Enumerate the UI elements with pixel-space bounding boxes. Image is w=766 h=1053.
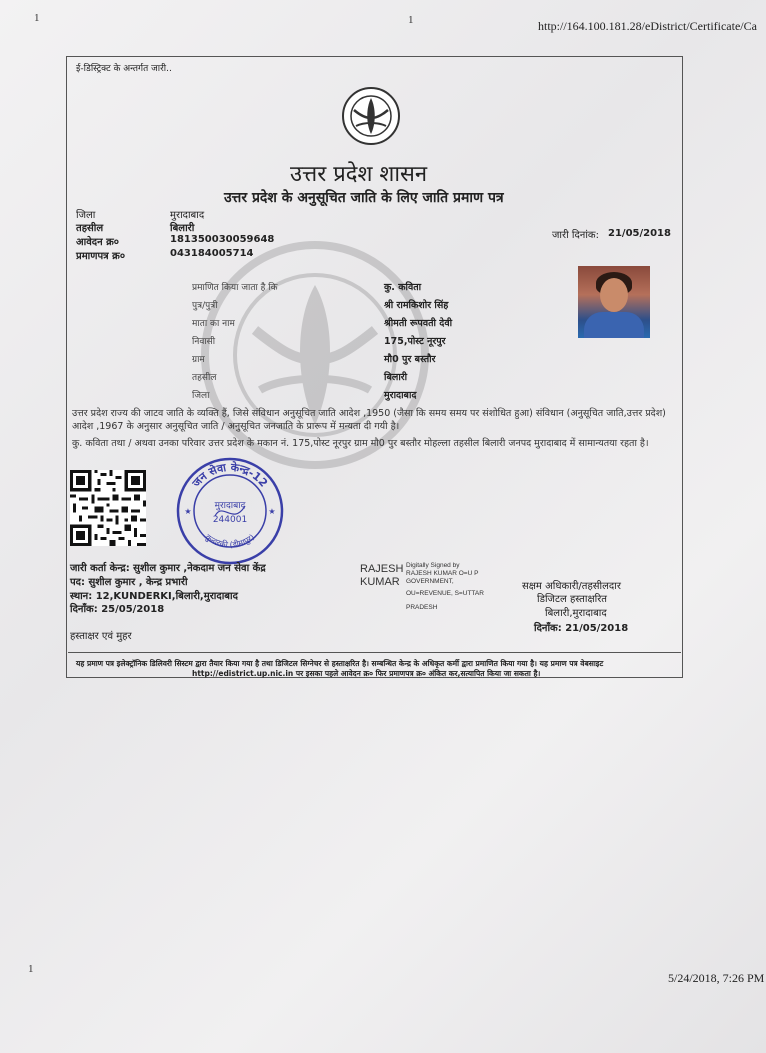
tehsil-value: बिलारी xyxy=(170,223,195,234)
digital-sign-line: OU=REVENUE, S=UTTAR xyxy=(406,590,484,597)
issuer-place-line: स्थान: 12,KUNDERKI,बिलारी,मुरादाबाद xyxy=(70,591,238,602)
authority-date: दिनाँक: 21/05/2018 xyxy=(534,623,629,634)
print-footer-datetime: 5/24/2018, 7:26 PM xyxy=(668,971,765,985)
stamp-center-text: मुरादाबाद xyxy=(214,501,246,511)
issue-date-value: 21/05/2018 xyxy=(608,228,671,239)
application-number-value: 181350030059648 xyxy=(170,234,275,245)
digital-sign-line: Digitally Signed by xyxy=(406,562,460,569)
svg-text:कुन्दरकी (डीमापुर) xyxy=(203,533,256,550)
stamp-outer-text: जन सेवा केन्द्र-12 xyxy=(189,460,271,490)
district-value: मुरादाबाद xyxy=(170,210,205,221)
detail-label: पुत्र/पुत्री xyxy=(192,301,218,311)
footer-disclaimer-line1: यह प्रमाण पत्र इलेक्ट्रॉनिक डिलिवरी सिस्टम द्वारा तैयार किया गया है तथा डिजिटल सिग्नेचर से हस्ताक्षरित है। सम्बन्धित केन्द्र के अधिकृत कर्मी द्वारा प्रमाणित किया गया है। यह प्रमाण पत्र वेबसाइट xyxy=(76,659,604,668)
issued-under-label: ई-डिस्ट्रिक्ट के अन्तर्गत जारी.. xyxy=(76,64,172,74)
print-page-number-center: 1 xyxy=(408,14,414,26)
detail-label: प्रमाणित किया जाता है कि xyxy=(192,283,278,293)
detail-label: तहसील xyxy=(192,373,217,383)
detail-value: बिलारी xyxy=(384,372,408,383)
district-label: जिला xyxy=(76,210,96,221)
footer-disclaimer-line2: http://edistrict.up.nic.in पर इसका पहले आवेदन क्र० फिर प्रमाणपत्र क्र० अंकित कर,सत्यापित किया जा सकता है। xyxy=(192,669,541,678)
residence-statement-paragraph: कु. कविता तथा / अथवा उनका परिवार उत्तर प्रदेश के मकान नं. 175,पोस्ट नूरपुर ग्राम मौ0 पुर बस्तौर मोहल्ला तहसील बिलारी जनपद मुरादाबाद में सामान्यतया रहता है। xyxy=(72,438,649,449)
caste-statement-paragraph: उत्तर प्रदेश राज्य की जाटव जाति के व्यक्ति हैं, जिसे संविधान अनुसूचित जाति आदेश ,1950 (जैसा कि समय समय पर संशोधित हुआ) संविधान (अनुसूचित जाति,उत्तर प्रदेश) आदेश ,1967 के अनुसार अनुसूचित जाति / अनुसूचित जनजाति के प्रारूप में मन्यता दी गयी है। xyxy=(72,408,666,432)
detail-value: श्रीमती रूपवती देवी xyxy=(384,318,453,329)
detail-value: कु. कविता xyxy=(384,282,422,293)
detail-value: 175,पोस्ट नूरपुर xyxy=(384,336,446,347)
detail-label: माता का नाम xyxy=(192,319,235,329)
detail-label: जिला xyxy=(192,391,210,401)
detail-label: ग्राम xyxy=(192,355,205,365)
stamp-bottom-text: कुन्दरकी (डीमापुर) xyxy=(203,532,257,550)
photo-face xyxy=(600,278,628,312)
certificate-number-value: 043184005714 xyxy=(170,248,254,259)
detail-value: मौ0 पुर बस्तौर xyxy=(384,354,436,365)
digital-sign-line: GOVERNMENT, xyxy=(406,578,454,585)
application-number-label: आवेदन क्र० xyxy=(76,237,120,248)
issuer-post-line: पद: सुशील कुमार , केन्द्र प्रभारी xyxy=(70,577,188,588)
authority-location: बिलारी,मुरादाबाद xyxy=(545,608,607,619)
stamp-pin-text: 244001 xyxy=(212,515,248,525)
certificate-number-label: प्रमाणपत्र क्र० xyxy=(76,251,126,262)
certificate-title: उत्तर प्रदेश के अनुसूचित जाति के लिए जाति प्रमाण पत्र xyxy=(224,190,504,206)
print-page-number-left: 1 xyxy=(34,12,40,24)
stamp-star-icon: ★ xyxy=(268,507,276,516)
tehsil-label: तहसील xyxy=(76,223,104,234)
detail-label: निवासी xyxy=(192,337,216,347)
qr-code-icon xyxy=(70,470,146,546)
print-url: http://164.100.181.28/eDistrict/Certificate/Ca xyxy=(538,19,757,33)
footer-divider xyxy=(68,652,681,653)
up-government-emblem-icon xyxy=(336,86,406,146)
stamp-star-icon: ★ xyxy=(184,507,192,516)
photo-body xyxy=(584,312,644,338)
signer-name-line2: KUMAR xyxy=(360,576,400,588)
print-footer-page-number: 1 xyxy=(28,963,34,975)
authority-title: सक्षम अधिकारी/तहसीलदार xyxy=(522,581,621,592)
authority-digital-signed: डिजिटल हस्ताक्षरित xyxy=(537,594,607,605)
signer-name-line1: RAJESH xyxy=(360,563,404,575)
issuing-center-line: जारी कर्ता केन्द्र: सुशील कुमार ,नेकदाम जन सेवा केंद्र xyxy=(70,563,266,574)
digital-sign-line: PRADESH xyxy=(406,604,438,611)
applicant-photo xyxy=(578,266,650,338)
issuer-date-line: दिनाँक: 25/05/2018 xyxy=(70,604,165,615)
detail-value: मुरादाबाद xyxy=(384,390,417,401)
detail-value: श्री रामकिशोर सिंह xyxy=(384,300,449,311)
digital-sign-line: RAJESH KUMAR O=U P xyxy=(406,570,479,577)
issue-date-label: जारी दिनांक: xyxy=(552,230,599,241)
signature-seal-label: हस्ताक्षर एवं मुहर xyxy=(70,631,132,642)
jan-seva-kendra-stamp-icon xyxy=(175,456,285,566)
government-title: उत्तर प्रदेश शासन xyxy=(290,162,428,187)
